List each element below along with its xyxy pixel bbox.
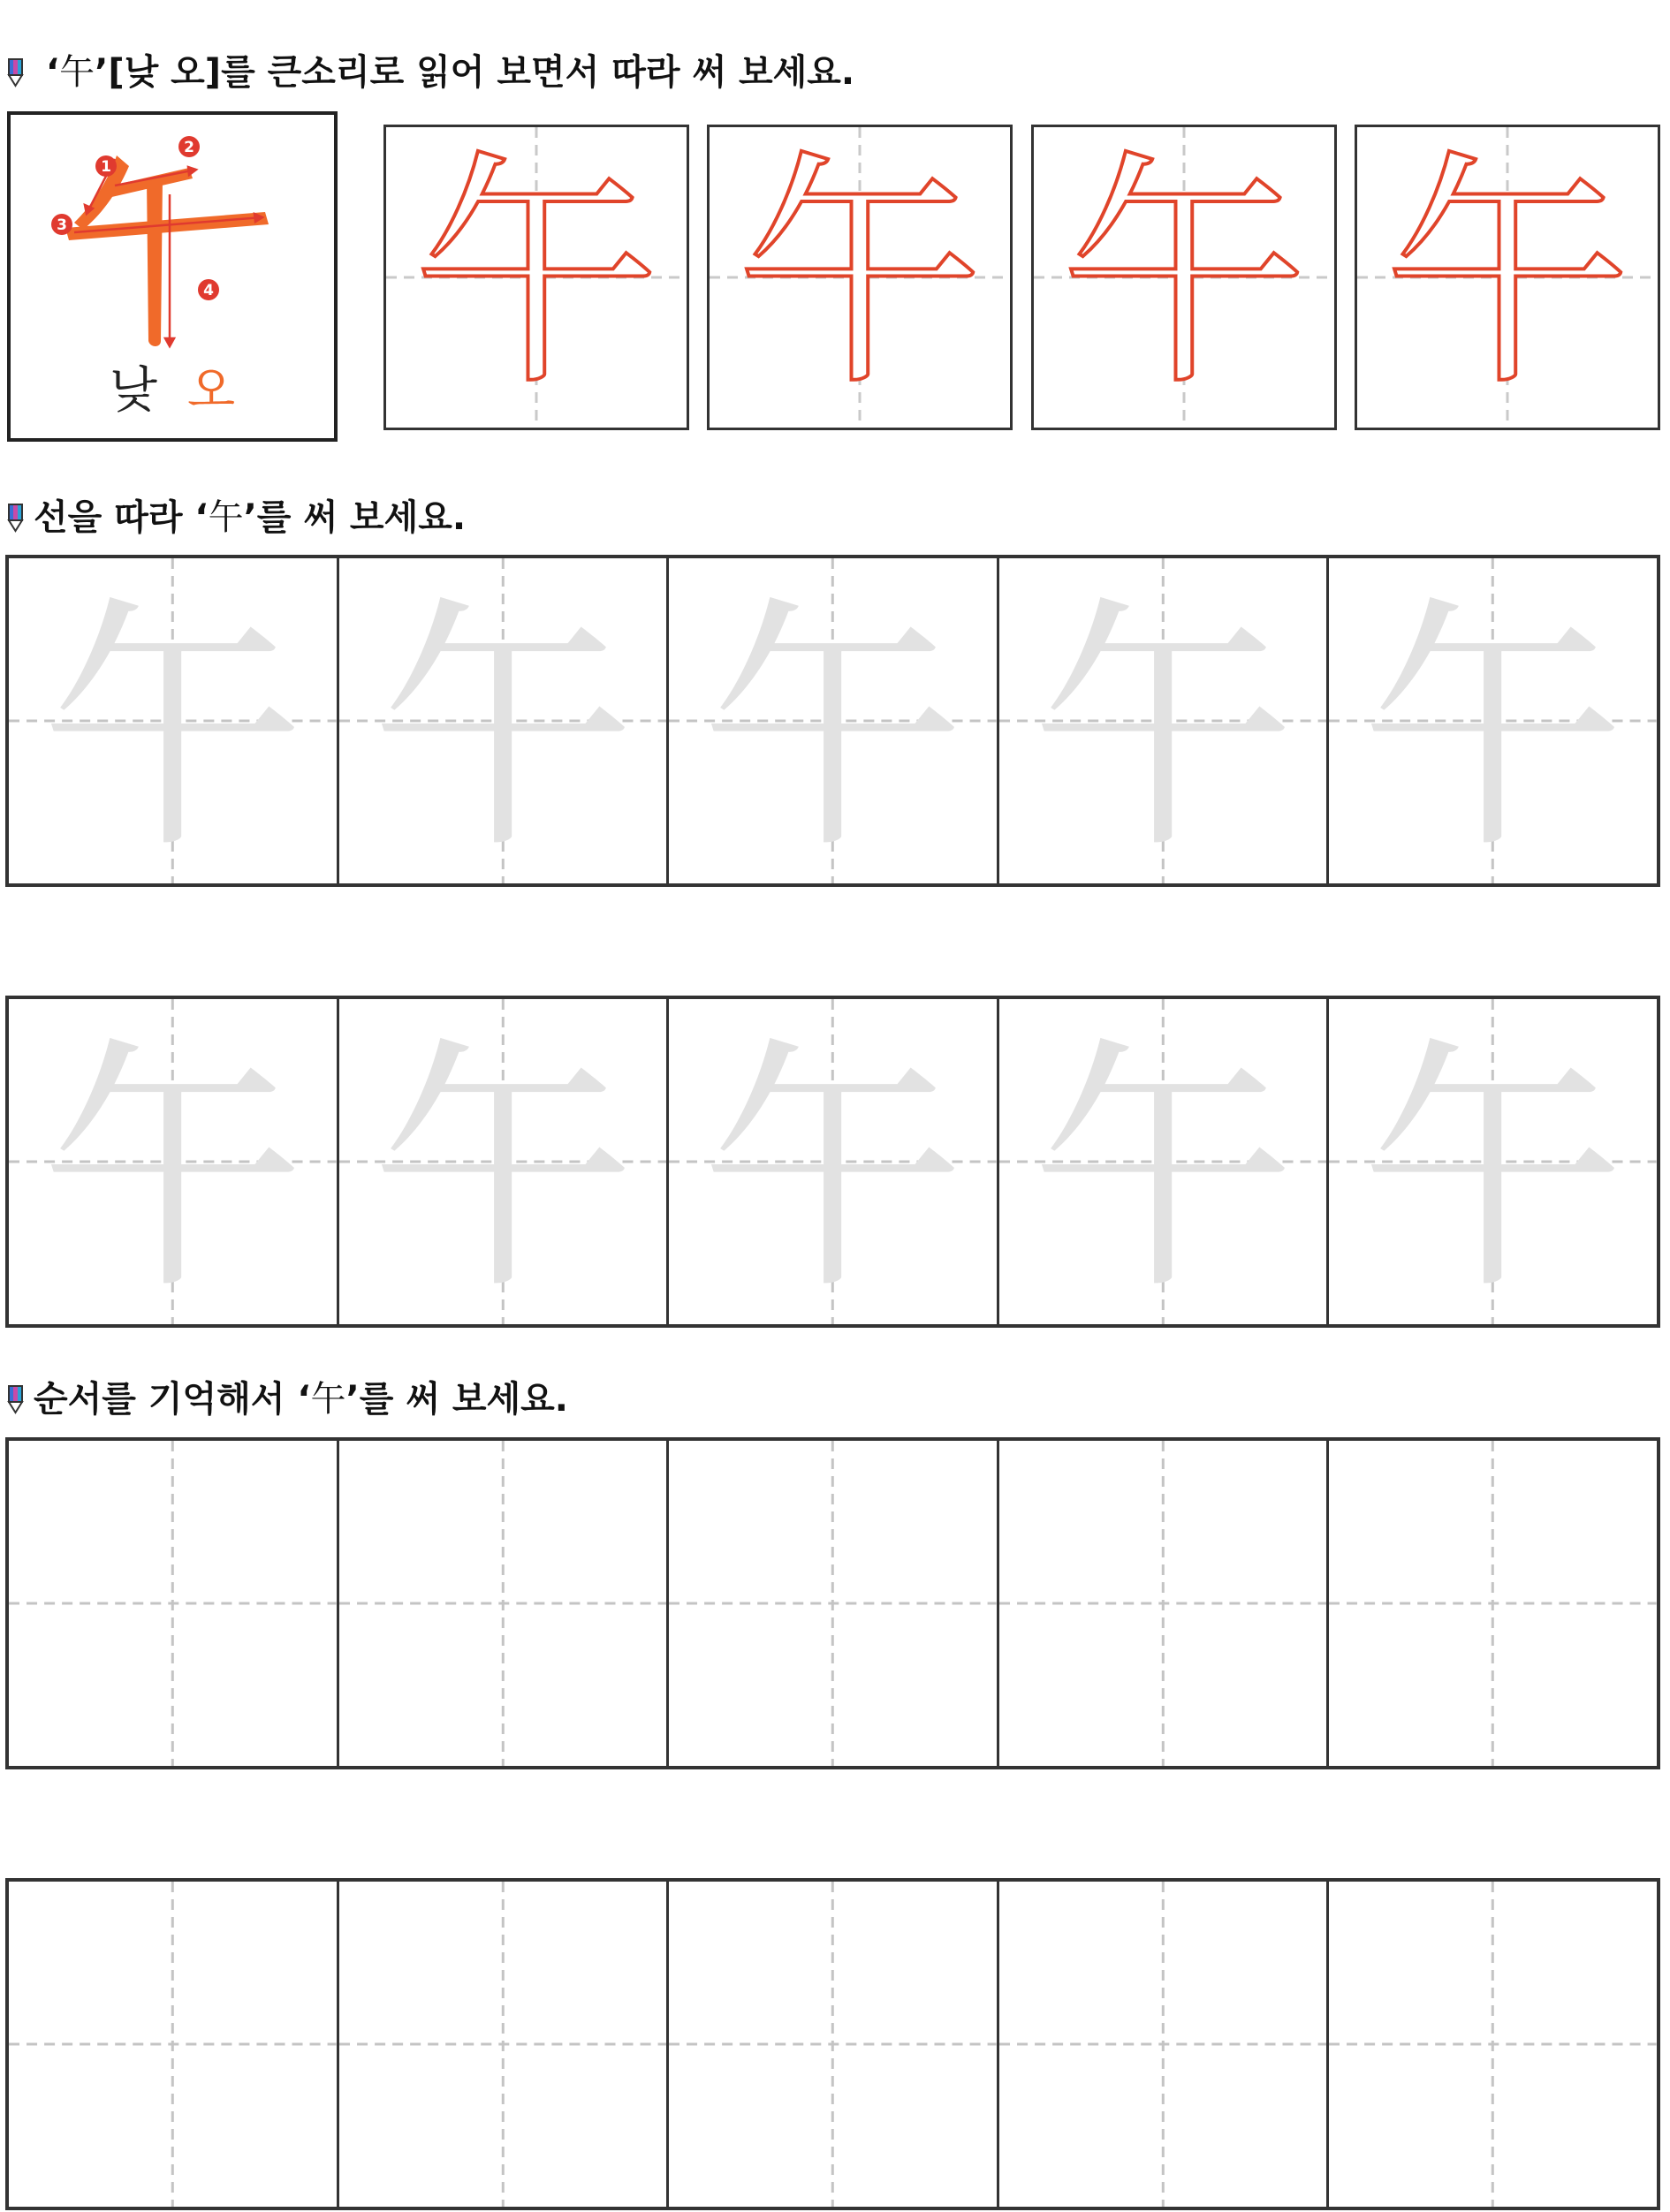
svg-text:午: 午 xyxy=(1360,1016,1626,1324)
svg-text:午: 午 xyxy=(1029,575,1296,883)
stroke-number-4: 4 xyxy=(203,282,214,299)
outline-trace-box[interactable] xyxy=(383,125,689,430)
empty-practice-cell[interactable] xyxy=(9,1441,339,1766)
instruction-memory xyxy=(7,1378,568,1424)
svg-text:午: 午 xyxy=(40,575,306,883)
empty-practice-cell[interactable] xyxy=(669,1441,999,1766)
faded-trace-cell[interactable] xyxy=(999,999,1330,1324)
empty-practice-cell[interactable] xyxy=(999,1441,1330,1766)
faded-trace-row xyxy=(5,555,1660,887)
outline-character xyxy=(710,127,1010,428)
instruction-text-pre: 순서를 기억해서 ‘ xyxy=(34,1379,311,1420)
svg-text:午: 午 xyxy=(413,132,660,420)
instruction-hanzi: 午 xyxy=(208,497,244,538)
svg-text:午: 午 xyxy=(1384,132,1631,420)
instruction-read-aloud xyxy=(7,51,854,97)
empty-practice-row xyxy=(5,1437,1660,1769)
faded-trace-cell[interactable] xyxy=(339,558,670,883)
pencil-marker-icon xyxy=(7,500,25,542)
empty-practice-cell[interactable] xyxy=(669,1882,999,2207)
reading-sound: 오 xyxy=(187,362,236,420)
outline-trace-box[interactable] xyxy=(1355,125,1660,430)
empty-practice-row xyxy=(5,1878,1660,2210)
reading-label xyxy=(11,362,334,420)
reading-meaning: 낮 xyxy=(109,362,157,420)
svg-text:午: 午 xyxy=(700,1016,966,1324)
faded-trace-cell[interactable] xyxy=(669,558,999,883)
svg-text:午: 午 xyxy=(369,575,636,883)
empty-practice-cell[interactable] xyxy=(1329,1441,1657,1766)
instruction-hanzi: 午 xyxy=(59,52,95,93)
empty-practice-cell[interactable] xyxy=(9,1882,339,2207)
outline-character xyxy=(1034,127,1334,428)
faded-trace-cell[interactable] xyxy=(999,558,1330,883)
instruction-text-pre: 선을 따라 ‘ xyxy=(34,497,209,538)
svg-text:午: 午 xyxy=(1060,132,1308,420)
faded-trace-cell[interactable] xyxy=(339,999,670,1324)
pencil-marker-icon xyxy=(7,55,25,97)
stroke-number-1: 1 xyxy=(101,158,111,176)
svg-text:午: 午 xyxy=(40,1016,306,1324)
faded-trace-cell[interactable] xyxy=(9,999,339,1324)
stroke-number-2: 2 xyxy=(184,139,194,156)
instruction-text-post: ’를 써 보세요. xyxy=(345,1379,568,1420)
stroke-order-reference xyxy=(7,111,338,442)
instruction-trace xyxy=(7,496,466,542)
empty-practice-cell[interactable] xyxy=(1329,1882,1657,2207)
stroke-number-3: 3 xyxy=(57,216,67,234)
faded-trace-cell[interactable] xyxy=(669,999,999,1324)
svg-text:午: 午 xyxy=(1029,1016,1296,1324)
faded-trace-row xyxy=(5,996,1660,1328)
outline-character xyxy=(386,127,687,428)
pencil-marker-icon xyxy=(7,1382,25,1424)
instruction-text-post: ’[낮 오]를 큰소리로 읽어 보면서 따라 써 보세요. xyxy=(95,52,855,93)
faded-trace-cell[interactable] xyxy=(9,558,339,883)
outline-trace-box[interactable] xyxy=(1031,125,1337,430)
svg-text:午: 午 xyxy=(369,1016,636,1324)
svg-text:午: 午 xyxy=(1360,575,1626,883)
outline-trace-box[interactable] xyxy=(707,125,1013,430)
instruction-text-post: ’를 써 보세요. xyxy=(243,497,467,538)
instruction-text-pre: ‘ xyxy=(34,52,60,93)
svg-text:午: 午 xyxy=(700,575,966,883)
instruction-hanzi: 午 xyxy=(310,1379,346,1420)
svg-text:午: 午 xyxy=(736,132,983,420)
outline-character xyxy=(1357,127,1658,428)
faded-trace-cell[interactable] xyxy=(1329,558,1657,883)
empty-practice-cell[interactable] xyxy=(339,1441,670,1766)
faded-trace-cell[interactable] xyxy=(1329,999,1657,1324)
empty-practice-cell[interactable] xyxy=(339,1882,670,2207)
empty-practice-cell[interactable] xyxy=(999,1882,1330,2207)
